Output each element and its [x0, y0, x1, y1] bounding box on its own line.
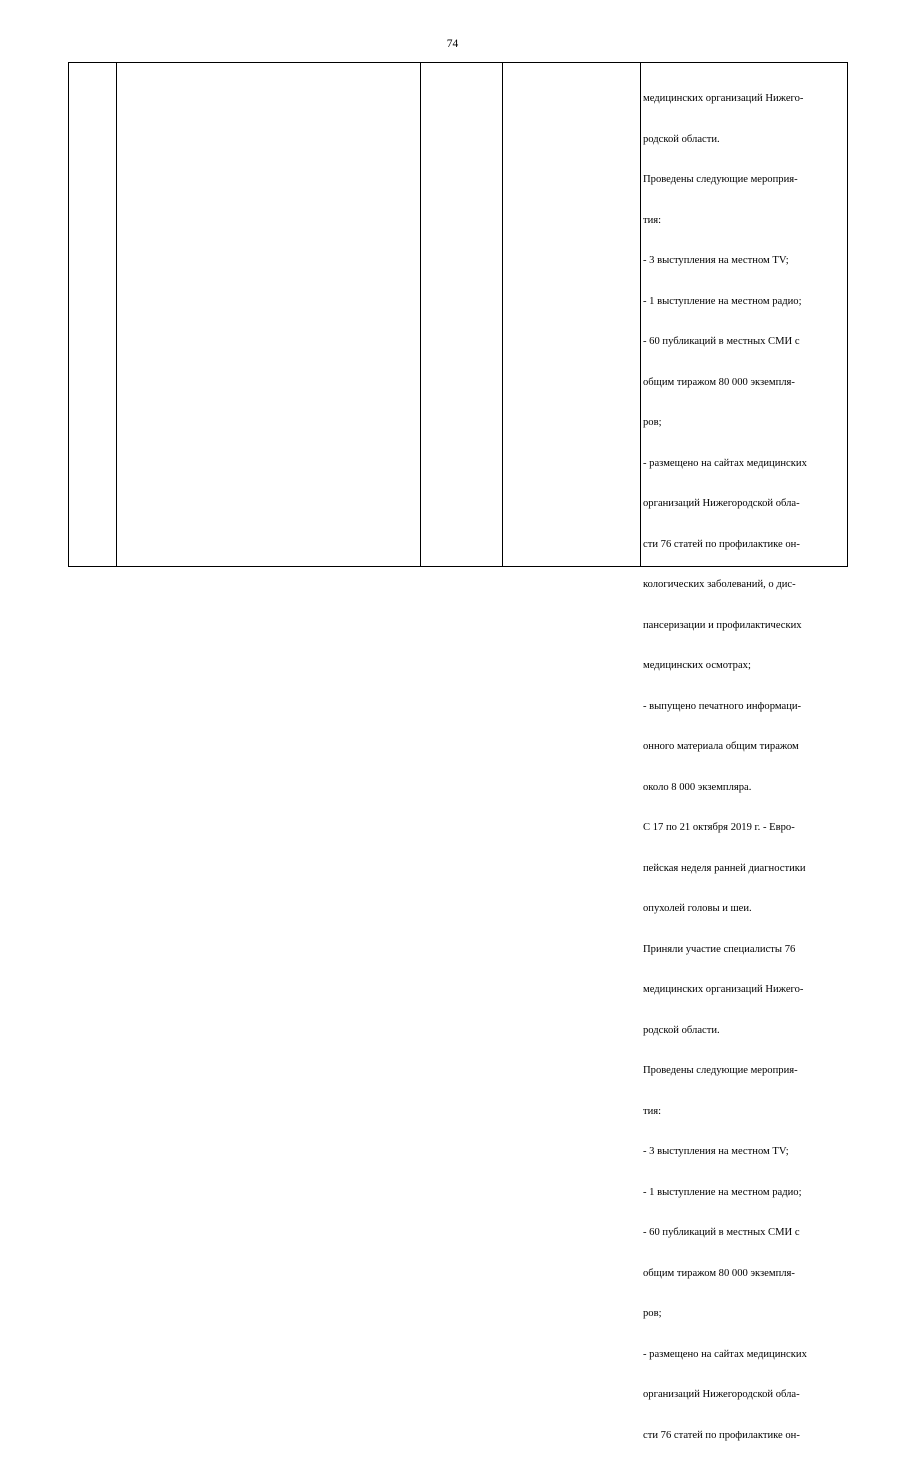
text-line: - выпущено печатного информаци- — [643, 700, 802, 712]
column-divider — [640, 63, 641, 566]
text-line: - 60 публикаций в местных СМИ с — [643, 1227, 800, 1238]
column-divider — [420, 63, 421, 566]
page-number: 74 — [446, 38, 459, 50]
text-line: ров; — [643, 417, 662, 428]
text-line: - 3 выступления на местном TV; — [643, 255, 789, 266]
table — [68, 62, 848, 1441]
text-line: сти 76 статей по профилактике он- — [643, 538, 800, 550]
text-line: Проведены следующие мероприя- — [643, 174, 798, 185]
text-line: тия: — [643, 1105, 662, 1117]
text-line: опухолей головы и шеи. — [643, 903, 752, 914]
column-divider — [116, 63, 117, 566]
text-line: около 8 000 экземпляра. — [643, 781, 752, 793]
text-line: медицинских организаций Нижего- — [643, 984, 804, 995]
text-line: родской области. — [643, 133, 720, 145]
text-line: С 17 по 21 октября 2019 г. - Евро- — [643, 822, 795, 833]
text-line: кологических заболеваний, о дис- — [643, 579, 796, 590]
text-line: тия: — [643, 214, 662, 226]
text-line: медицинских осмотрах; — [643, 660, 751, 671]
text-line: - размещено на сайтах медицинских — [643, 457, 807, 469]
text-line: медицинских организаций Нижего- — [643, 93, 804, 104]
text-line: сти 76 статей по профилактике он- — [643, 1429, 800, 1441]
text-line: пейская неделя ранней диагностики — [643, 862, 806, 874]
text-line: - 60 публикаций в местных СМИ с — [643, 336, 800, 347]
text-line: онного материала общим тиражом — [643, 741, 799, 752]
text-line: Приняли участие специалисты 76 — [643, 943, 796, 955]
text-line: ров; — [643, 1308, 662, 1319]
text-line: организаций Нижегородской обла- — [643, 1389, 800, 1400]
text-line: - 1 выступление на местном радио; — [643, 295, 802, 307]
text-line: общим тиражом 80 000 экземпля- — [643, 376, 795, 388]
table-cell-text — [643, 65, 847, 1469]
text-line: Проведены следующие мероприя- — [643, 1065, 798, 1076]
column-divider — [502, 63, 503, 566]
text-line: - 1 выступление на местном радио; — [643, 1186, 802, 1198]
text-line: общим тиражом 80 000 экземпля- — [643, 1267, 795, 1279]
text-line: - размещено на сайтах медицинских — [643, 1348, 807, 1360]
text-line: - 3 выступления на местном TV; — [643, 1146, 789, 1157]
text-line: организаций Нижегородской обла- — [643, 498, 800, 509]
text-line: пансеризации и профилактических — [643, 619, 802, 631]
text-line: родской области. — [643, 1024, 720, 1036]
